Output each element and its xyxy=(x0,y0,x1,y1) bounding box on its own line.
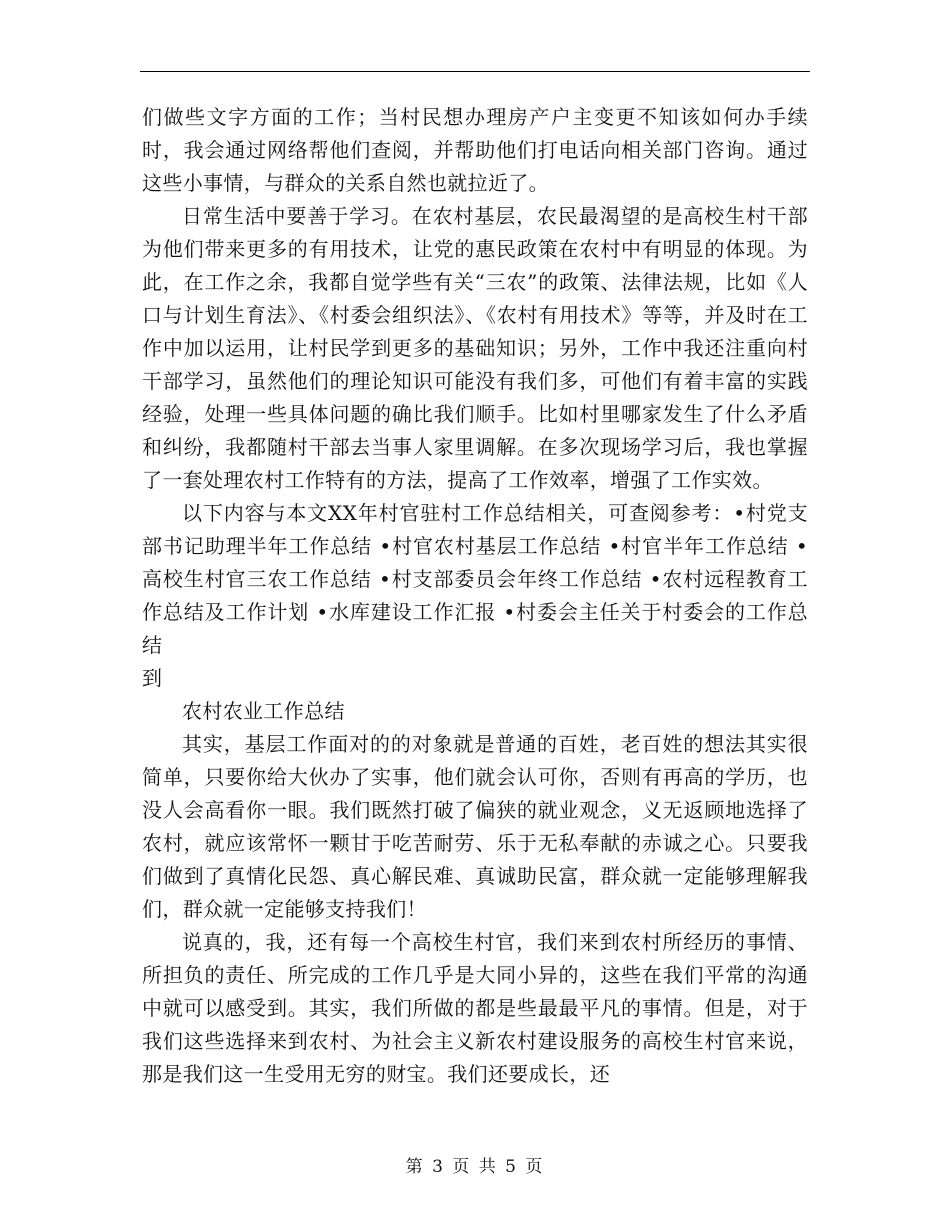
paragraph-fragment: 到 xyxy=(142,666,163,690)
paragraph-grassroots: 其实，基层工作面对的的对象就是普通的百姓，老百姓的想法其实很简单，只要你给大伙办了实事，他们就会认可你，否则有再高的学历，也没人会高看你一眼。我们既然打破了偏狭的就业观念，义无返顾地选择了农村，就应该常怀一颗甘于吃苦耐劳、乐于无私奉献的赤诚之心。只要我们做到了真情化民怨、真心解民难、真诚助民富，群众就一定能够理解我们，群众就一定能够支持我们！ xyxy=(142,732,808,921)
paragraph-village-officials: 说真的，我，还有每一个高校生村官，我们来到农村所经历的事情、所担负的责任、所完成的工作几乎是大同小异的，这些在我们平常的沟通中就可以感受到。其实，我们所做的都是些最最平凡的事情。但是，对于我们这些选择来到农村、为社会主义新农村建设服务的高校生村官来说，那是我们这一生受用无穷的财宝。我们还要成长，还 xyxy=(142,930,808,1086)
header-rule xyxy=(140,71,810,72)
paragraph-related-links: 以下内容与本文XX年村官驻村工作总结相关，可查阅参考：•村党支部书记助理半年工作总结 •村官农村基层工作总结 •村官半年工作总结 •高校生村官三农工作总结 •村支部委员会年终工作总结 •农村远程教育工作总结及工作计划 •水库建设工作汇报 •村委会主任关于村委会的工作总结 xyxy=(142,501,808,657)
body-text xyxy=(142,101,808,1091)
paragraph-study: 日常生活中要善于学习。在农村基层，农民最渴望的是高校生村干部为他们带来更多的有用技术，让党的惠民政策在农村中有明显的体现。为此，在工作之余，我都自觉学些有关“三农”的政策、法律法规，比如《人口与计划生育法》、《村委会组织法》、《农村有用技术》等等，并及时在工作中加以运用，让村民学到更多的基础知识；另外，工作中我还注重向村干部学习，虽然他们的理论知识可能没有我们多，可他们有着丰富的实践经验，处理一些具体问题的确比我们顺手。比如村里哪家发生了什么矛盾和纠纷，我都随村干部去当事人家里调解。在多次现场学习后，我也掌握了一套处理农村工作特有的方法，提高了工作效率，增强了工作实效。 xyxy=(142,204,808,492)
paragraph-continuation: 们做些文字方面的工作；当村民想办理房产户主变更不知该如何办手续时，我会通过网络帮他们查阅，并帮助他们打电话向相关部门咨询。通过这些小事情，与群众的关系自然也就拉近了。 xyxy=(142,105,808,195)
section-heading: 农村农业工作总结 xyxy=(182,699,345,723)
page-number: 第 3 页 共 5 页 xyxy=(405,1157,545,1177)
